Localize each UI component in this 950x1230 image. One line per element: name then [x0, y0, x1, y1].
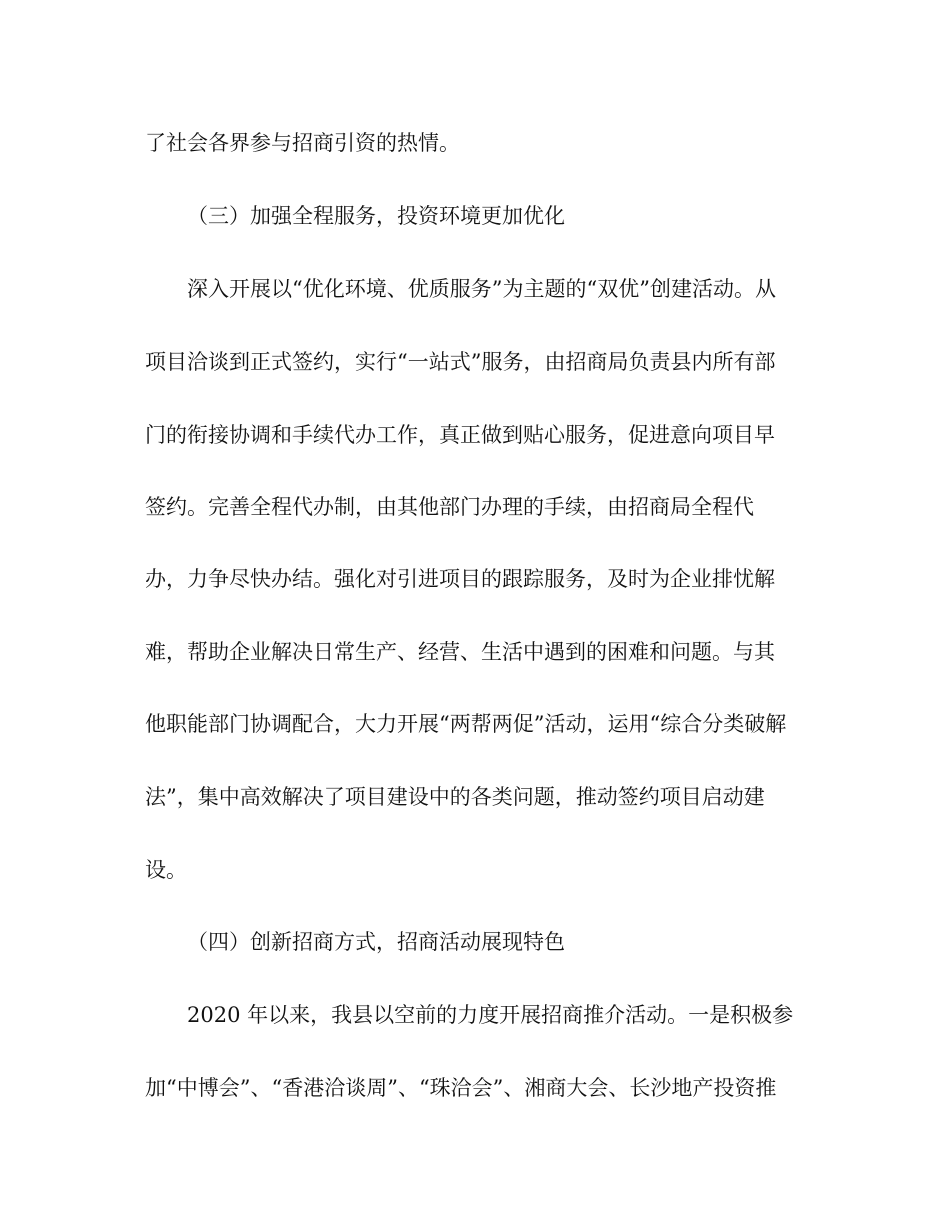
- paragraph-line: 难，帮助企业解决日常生产、经营、生活中遇到的困难和问题。与其: [145, 640, 775, 664]
- paragraph-line: 签约。完善全程代办制，由其他部门办理的手续，由招商局全程代: [145, 495, 754, 519]
- paragraph-line: 他职能部门协调配合，大力开展“两帮两促”活动，运用“综合分类破解: [145, 712, 787, 736]
- paragraph-line: 加“中博会”、“香港洽谈周”、“珠洽会”、湘商大会、长沙地产投资推: [145, 1076, 777, 1100]
- paragraph-line: 法”，集中高效解决了项目建设中的各类问题，推动签约项目启动建: [145, 785, 765, 809]
- section-heading: （四）创新招商方式，招商活动展现特色: [187, 930, 565, 954]
- paragraph-line: 项目洽谈到正式签约，实行“一站式”服务，由招商局负责县内所有部: [145, 350, 776, 374]
- paragraph-line: 深入开展以“优化环境、优质服务”为主题的“双优”创建活动。从: [187, 277, 776, 301]
- paragraph-line: 了社会各界参与招商引资的热情。: [145, 131, 460, 155]
- paragraph-line: 办，力争尽快办结。强化对引进项目的跟踪服务，及时为企业排忧解: [145, 567, 775, 591]
- paragraph-line: 2020 年以来，我县以空前的力度开展招商推介活动。一是积极参: [187, 1003, 794, 1027]
- paragraph-line: 门的衔接协调和手续代办工作，真正做到贴心服务，促进意向项目早: [145, 423, 775, 447]
- section-heading: （三）加强全程服务，投资环境更加优化: [187, 204, 565, 228]
- paragraph-line: 设。: [145, 858, 187, 882]
